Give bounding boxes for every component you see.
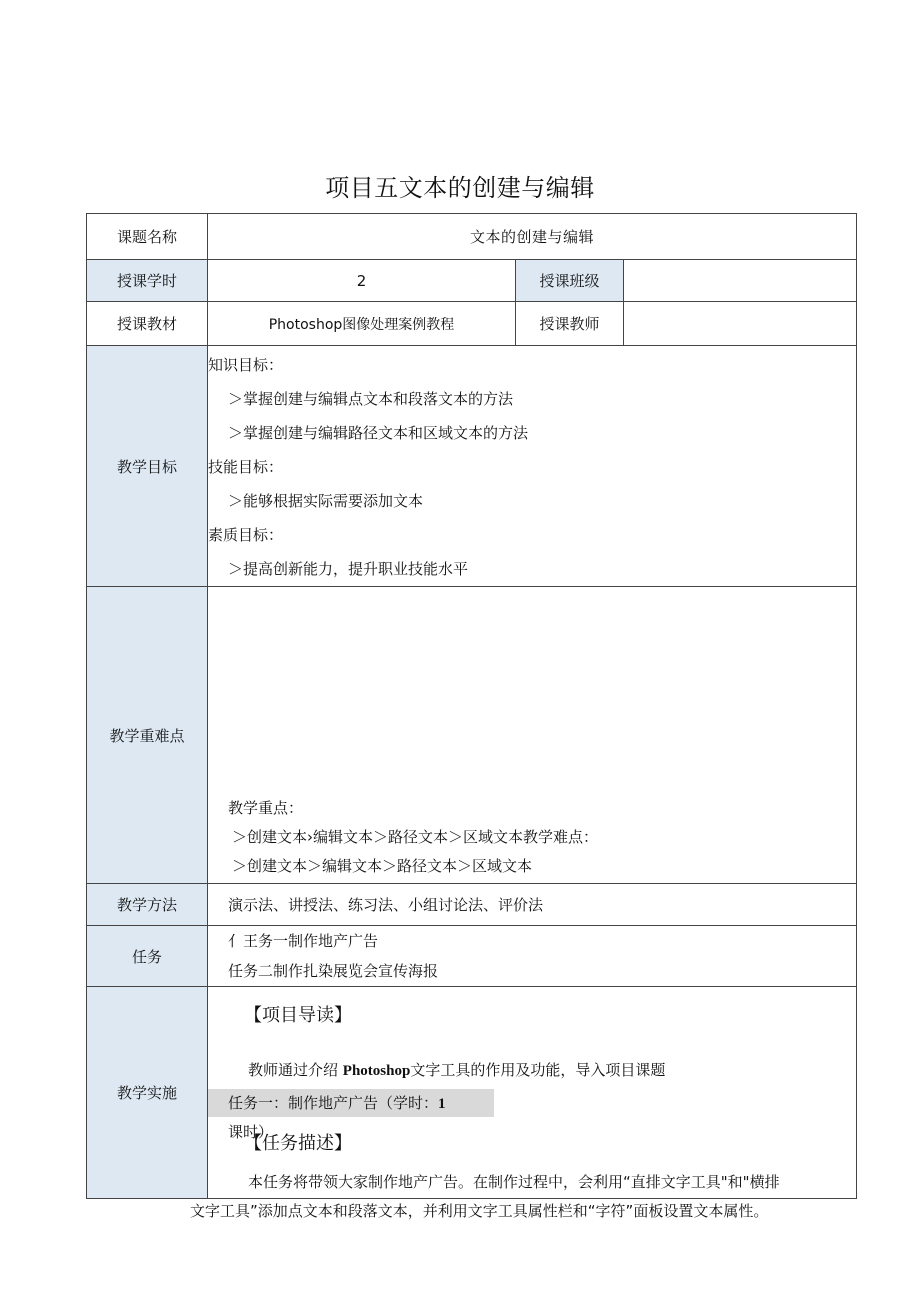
desc-heading: 【任务描述】 [244,1133,352,1154]
class-value [624,260,857,302]
row-difficulty [87,587,857,884]
task-bar-pre: 任务一：制作地产广告（学时： [228,1094,439,1112]
row-goals [87,346,857,587]
class-label: 授课班级 [516,260,624,302]
intro-post: 文字工具的作用及功能，导入项目课题 [410,1061,666,1079]
row-tasks [87,926,857,987]
difficulty-label: 教学重难点 [87,587,208,884]
methods-value: 演示法、讲授法、练习法、小组讨论法、评价法 [208,884,857,926]
task-bar-num: 1 [438,1096,446,1112]
tasks-label: 任务 [87,926,208,987]
methods-label: 教学方法 [87,884,208,926]
continuation-text: 文字工具”添加点文本和段落文本，并利用文字工具属性栏和“字符”面板设置文本属性。 [190,1202,769,1220]
row-book [87,302,857,346]
task-bar-post: 课时） [228,1123,274,1141]
intro-brand: Photoshop [342,1063,411,1079]
key-points-line: ＞创建文本›编辑文本＞路径文本＞区域文本教学难点： [232,828,599,846]
difficulty-content [208,587,857,884]
teacher-label: 授课教师 [516,302,624,346]
lesson-plan-table [86,213,857,1199]
task-one-bar [208,1089,494,1141]
knowledge-heading: 知识目标： [208,356,284,374]
desc-line: 本任务将带领大家制作地产广告。在制作过程中，会利用“直排文字工具"和"横排 [248,1173,780,1191]
difficult-points-line: ＞创建文本＞编辑文本＞路径文本＞区域文本 [232,857,533,875]
tasks-content [208,926,857,987]
row-hours [87,260,857,302]
knowledge-item: ＞掌握创建与编辑点文本和段落文本的方法 [228,390,514,408]
topic-value: 文本的创建与编辑 [208,214,857,260]
implementation-content [208,987,857,1199]
skill-heading: 技能目标： [208,458,284,476]
quality-item: ＞提高创新能力，提升职业技能水平 [228,560,469,578]
book-value: Photoshop图像处理案例教程 [208,302,516,346]
book-label: 授课教材 [87,302,208,346]
teacher-value [624,302,857,346]
row-topic [87,214,857,260]
document-title: 项目五文本的创建与编辑 [325,174,595,202]
row-methods [87,884,857,926]
hours-value: 2 [208,260,516,302]
knowledge-item: ＞掌握创建与编辑路径文本和区域文本的方法 [228,424,529,442]
intro-pre: 教师通过介绍 [248,1061,339,1079]
goals-content [208,346,857,587]
topic-label: 课题名称 [87,214,208,260]
key-points-heading: 教学重点： [228,799,304,817]
goals-label: 教学目标 [87,346,208,587]
quality-heading: 素质目标： [208,526,284,544]
skill-item: ＞能够根据实际需要添加文本 [228,492,424,510]
hours-label: 授课学时 [87,260,208,302]
implementation-label: 教学实施 [87,987,208,1199]
task-item: 任务二制作扎染展览会宣传海报 [228,962,439,980]
row-implementation [87,987,857,1199]
intro-heading: 【项目导读】 [244,1005,352,1026]
intro-paragraph [208,1055,856,1085]
task-item: 亻王务一制作地产广告 [228,932,379,950]
